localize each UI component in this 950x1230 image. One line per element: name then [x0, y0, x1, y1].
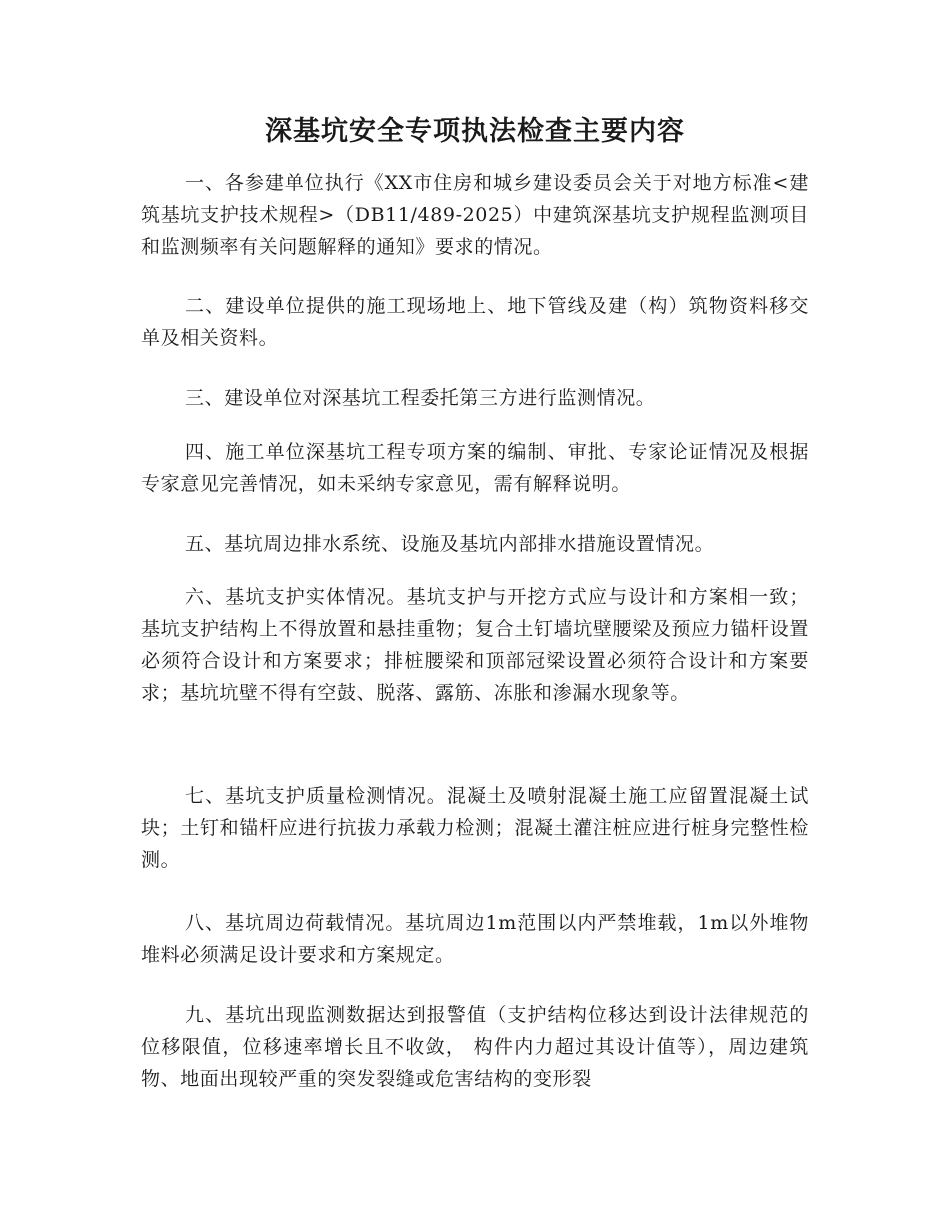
paragraph-6: 六、基坑支护实体情况。基坑支护与开挖方式应与设计和方案相一致；基坑支护结构上不得放置和悬挂重物；复合土钉墙坑壁腰梁及预应力锚杆设置必须符合设计和方案要求；排桩腰梁和顶部冠梁设置必须符合设计和方案要求；基坑坑壁不得有空鼓、脱落、露筋、冻胀和渗漏水现象等。	[141, 586, 809, 704]
document-title: 深基坑安全专项执法检查主要内容	[265, 116, 685, 147]
paragraph-8: 八、基坑周边荷载情况。基坑周边1m范围以内严禁堆载，1m以外堆物堆料必须满足设计要求和方案规定。	[141, 912, 809, 966]
paragraph-1: 一、各参建单位执行《XX市住房和城乡建设委员会关于对地方标准<建筑基坑支护技术规程>（DB11/489-2025）中建筑深基坑支护规程监测项目和监测频率有关问题解释的通知》要求的情况。	[141, 172, 809, 258]
paragraph-3: 三、建设单位对深基坑工程委托第三方进行监测情况。	[185, 387, 656, 409]
paragraph-7: 七、基坑支护质量检测情况。混凝土及喷射混凝土施工应留置混凝土试块；土钉和锚杆应进行抗拔力承载力检测；混凝土灌注桩应进行桩身完整性检测。	[141, 785, 809, 871]
paragraph-4: 四、施工单位深基坑工程专项方案的编制、审批、专家论证情况及根据专家意见完善情况，如未采纳专家意见，需有解释说明。	[141, 441, 809, 495]
paragraph-2: 二、建设单位提供的施工现场地上、地下管线及建（构）筑物资料移交单及相关资料。	[141, 295, 809, 349]
paragraph-9: 九、基坑出现监测数据达到报警值（支护结构位移达到设计法律规范的位移限值，位移速率增长且不收敛， 构件内力超过其设计值等），周边建筑物、地面出现较严重的突发裂缝或危害结构的变形裂	[141, 1004, 809, 1090]
paragraph-5: 五、基坑周边排水系统、设施及基坑内部排水措施设置情况。	[185, 533, 715, 555]
